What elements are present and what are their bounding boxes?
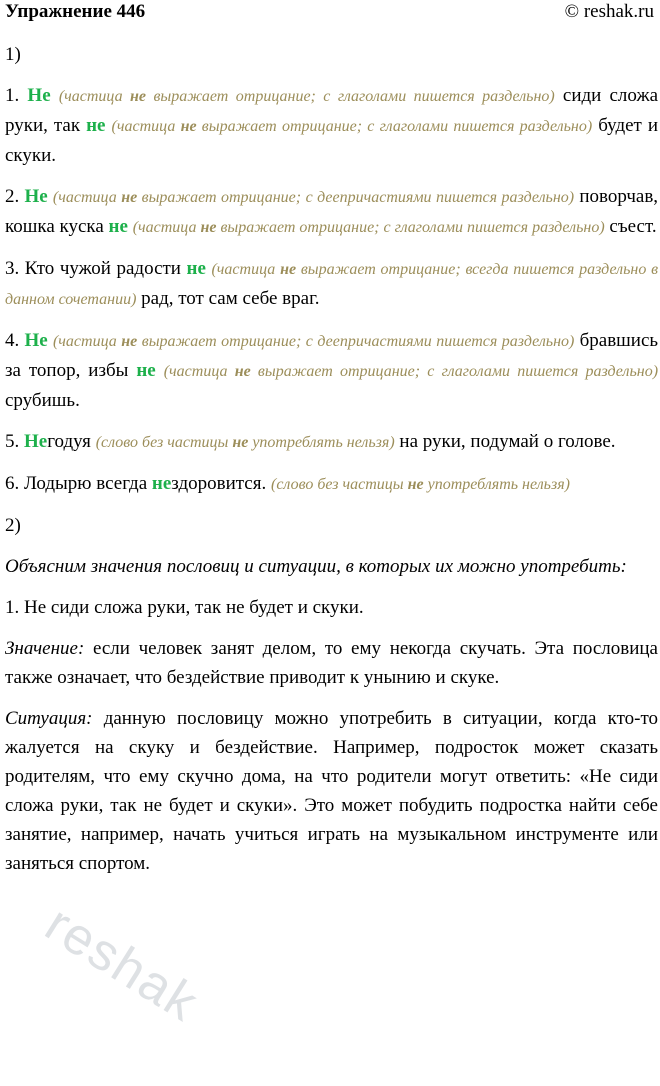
sentence-6 [5,469,658,499]
exercise-title: Упражнение 446 [5,1,146,22]
note: (слово без частицы не употреблять нельзя) [95,434,395,451]
sentence-5 [5,427,658,457]
note: (частица не выражает отрицание; с глаголами пишется раздельно) [58,88,555,105]
watermark-text: reshak [35,894,209,1034]
highlight-ne: не [151,473,172,494]
highlight-ne: не [136,360,156,381]
sentence-number: 1. [5,85,20,106]
situation-paragraph [5,704,658,878]
note: (частица не выражает отрицание; с деепричастиями пишется раздельно) [52,333,575,350]
exercise-content [5,40,658,890]
note: (частица не выражает отрицание; с глаголами пишется раздельно) [163,363,659,380]
highlight-ne: Не [24,431,48,452]
site-credit: © reshak.ru [564,1,654,22]
note: (слово без частицы не употреблять нельзя) [270,476,570,493]
note: (частица не выражает отрицание; с глаголами пишется раздельно) [111,118,593,135]
proverb-1: 1. Не сиди сложа руки, так не будет и скуки. [5,597,364,618]
sentence-text: поворчав, кошка куска [5,186,659,237]
sentence-2 [5,182,658,242]
sentence-text: будет и скуки. [5,115,659,166]
sentence-number: 4. [5,330,20,351]
sentence-1 [5,81,658,170]
meaning-paragraph [5,634,658,692]
highlight-ne: Не [24,186,48,207]
sentence-text: срубишь. [5,390,80,411]
sentence-number: 5. [5,431,20,452]
sentence-text: съест. [609,216,657,237]
note: (частица не выражает отрицание; всегда пишется раздельно в данном сочетании) [5,261,659,308]
intro-text: Объясним значения пословиц и ситуации, в которых их можно употребить: [5,556,627,577]
sentence-text: на руки, подумай о голове. [399,431,616,452]
situation-text: данную пословицу можно употребить в ситуации, когда кто-то жалуется на скуку и бездействие. Например, подросток может сказать родителям, что ему скучно дома, на что родители могут ответить: «Не сиди сложа руки, так не будет и скуки». Это может побудить подростка найти себе занятие, например, начать учиться играть на музыкальном инструменте или заняться спортом. [5,708,659,874]
meaning-label: Значение: [5,638,85,659]
sentence-number: 2. [5,186,20,207]
sentence-number: 6. [5,473,20,494]
highlight-ne: не [186,258,206,279]
sentence-text: бравшись за топор, избы [5,330,659,381]
sentence-text: Лодырю всегда [24,473,148,494]
note: (частица не выражает отрицание; с деепричастиями пишется раздельно) [52,189,575,206]
part2-label: 2) [5,515,21,536]
meaning-text: если человек занят делом, то ему некогда скучать. Эта пословица также означает, что бездействие приводит к унынию и скуке. [5,638,658,688]
situation-label: Ситуация: [5,708,93,729]
highlight-ne: не [108,216,128,237]
sentence-4 [5,326,658,415]
sentence-3 [5,254,658,314]
highlight-ne: Не [27,85,51,106]
sentence-text: здоровится. [171,473,267,494]
sentence-text: сиди сложа руки, так [5,85,658,136]
sentence-number: 3. [5,258,20,279]
watermark-logo [3,894,211,1086]
highlight-ne: Не [24,330,48,351]
sentence-text: рад, тот сам себе враг. [141,288,320,309]
note: (частица не выражает отрицание; с глаголами пишется раздельно) [132,219,605,236]
sentence-text: годуя [47,431,91,452]
sentence-text: Кто чужой радости [24,258,181,279]
part1-label: 1) [5,44,21,65]
page-header [5,0,654,24]
highlight-ne: не [86,115,106,136]
